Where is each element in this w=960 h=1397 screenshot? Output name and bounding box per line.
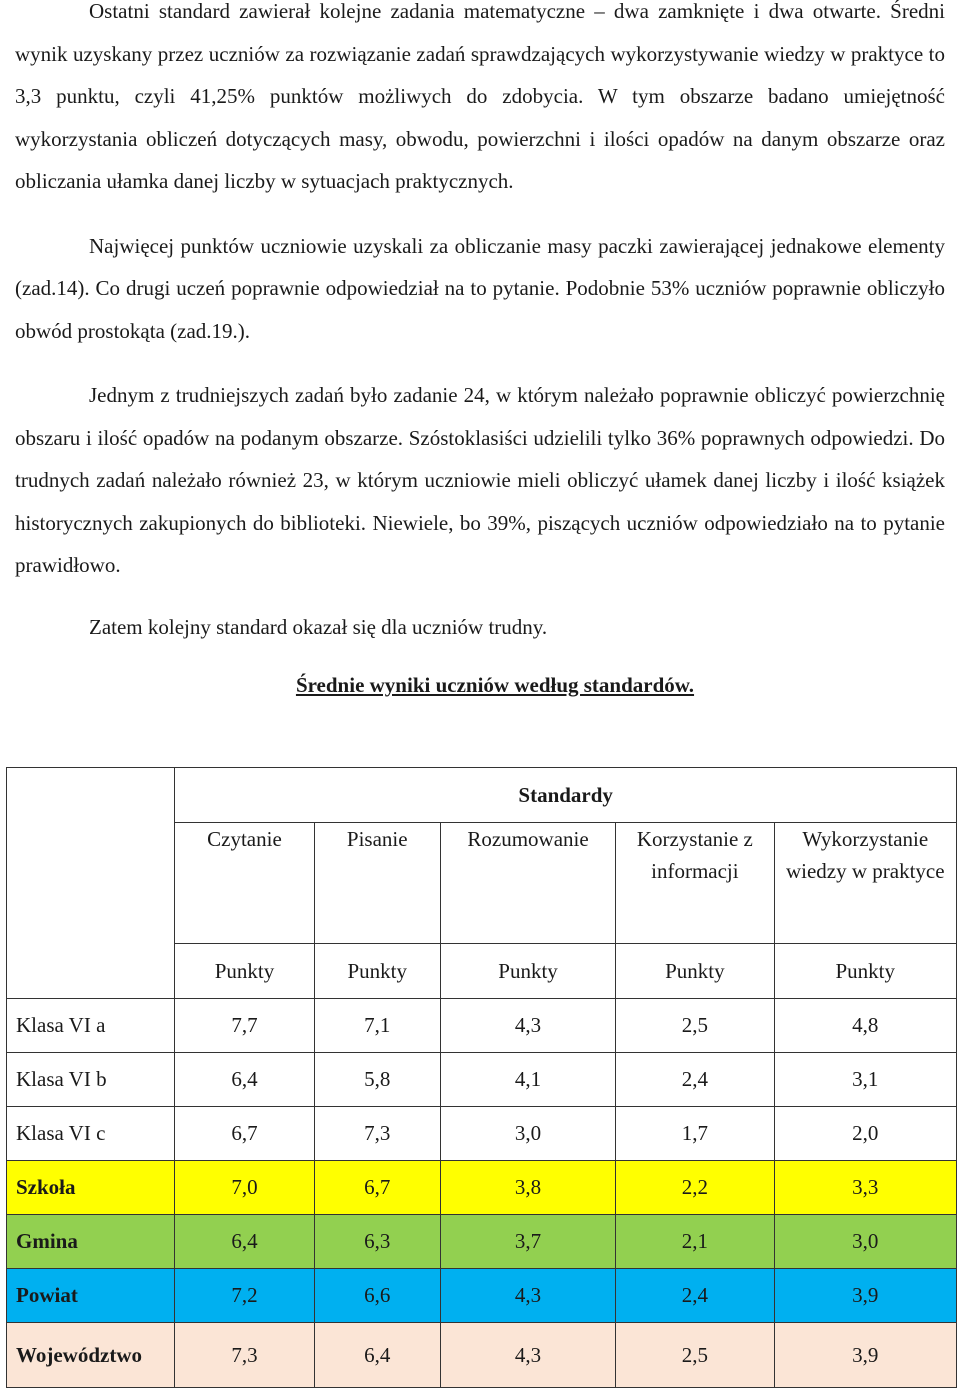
table-row <box>7 1107 957 1161</box>
value-cell: 4,3 <box>440 1269 615 1323</box>
table-row <box>7 1323 957 1388</box>
value-cell: 2,5 <box>616 1323 774 1388</box>
category-header-wykorzystanie: Wykorzystanie wiedzy w praktyce <box>774 823 956 944</box>
value-cell: 3,1 <box>774 1053 956 1107</box>
value-cell: 6,3 <box>314 1215 440 1269</box>
value-cell: 4,8 <box>774 999 956 1053</box>
unit-cell: Punkty <box>314 944 440 999</box>
value-cell: 4,3 <box>440 1323 615 1388</box>
paragraph-difficult-tasks: Jednym z trudniejszych zadań było zadanie 24, w którym należało poprawnie obliczyć powierzchnię obszaru i ilość opadów na podanym obszarze. Szóstoklasiści udzielili tylko 36% poprawnych odpowiedzi. Do trudnych zadań należało również 23, w którym uczniowie mieli obliczyć ułamek danej liczby i ilość książek historycznych zakupionych do biblioteki. Niewiele, bo 39%, piszących uczniów odpowiedziało na to pytanie prawidłowo. <box>15 383 945 577</box>
value-cell: 7,7 <box>175 999 314 1053</box>
row-label: Klasa VI b <box>7 1053 175 1107</box>
row-label: Powiat <box>7 1269 175 1323</box>
unit-cell: Punkty <box>175 944 314 999</box>
row-label: Klasa VI a <box>7 999 175 1053</box>
value-cell: 7,1 <box>314 999 440 1053</box>
unit-cell: Punkty <box>616 944 774 999</box>
row-label: Szkoła <box>7 1161 175 1215</box>
row-label: Gmina <box>7 1215 175 1269</box>
paragraph-most-points: Najwięcej punktów uczniowie uzyskali za obliczanie masy paczki zawierającej jednakowe elementy (zad.14). Co drugi uczeń poprawnie odpowiedział na to pytanie. Podobnie 53% uczniów poprawnie obliczyło obwód prostokąta (zad.19.). <box>15 233 945 343</box>
value-cell: 2,4 <box>616 1053 774 1107</box>
value-cell: 7,0 <box>175 1161 314 1215</box>
category-header-rozumowanie: Rozumowanie <box>440 823 615 944</box>
results-table <box>6 767 957 1388</box>
document-page <box>15 0 945 700</box>
category-header-pisanie: Pisanie <box>314 823 440 944</box>
value-cell: 2,5 <box>616 999 774 1053</box>
table-row <box>7 1053 957 1107</box>
unit-cell: Punkty <box>774 944 956 999</box>
value-cell: 2,2 <box>616 1161 774 1215</box>
value-cell: 4,1 <box>440 1053 615 1107</box>
value-cell: 2,1 <box>616 1215 774 1269</box>
unit-cell: Punkty <box>440 944 615 999</box>
table-group-header-row <box>7 768 957 823</box>
value-cell: 3,7 <box>440 1215 615 1269</box>
value-cell: 6,6 <box>314 1269 440 1323</box>
value-cell: 3,9 <box>774 1323 956 1388</box>
paragraph-standard-summary: Ostatni standard zawierał kolejne zadania matematyczne – dwa zamknięte i dwa otwarte. Średni wynik uzyskany przez uczniów za rozwiązanie zadań sprawdzających wykorzystywanie wiedzy w praktyce to 3,3 punktu, czyli 41,25% punktów możliwych do zdobycia. W tym obszarze badano umiejętność wykorzystania obliczeń dotyczących masy, obwodu, powierzchni i ilości opadów na danym obszarze oraz obliczania ułamka danej liczby w sytuacjach praktycznych. <box>15 0 945 193</box>
value-cell: 6,7 <box>175 1107 314 1161</box>
table-corner-cell <box>7 768 175 999</box>
value-cell: 4,3 <box>440 999 615 1053</box>
paragraph-conclusion: Zatem kolejny standard okazał się dla uczniów trudny. <box>89 614 548 639</box>
value-cell: 1,7 <box>616 1107 774 1161</box>
value-cell: 3,0 <box>440 1107 615 1161</box>
category-header-czytanie: Czytanie <box>175 823 314 944</box>
category-header-korzystanie: Korzystanie z informacji <box>616 823 774 944</box>
table-row <box>7 999 957 1053</box>
value-cell: 3,0 <box>774 1215 956 1269</box>
value-cell: 3,9 <box>774 1269 956 1323</box>
standards-header: Standardy <box>175 768 957 823</box>
table-title: Średnie wyniki uczniów według standardów. <box>295 673 695 697</box>
row-label: Województwo <box>7 1323 175 1388</box>
table-row <box>7 1161 957 1215</box>
table-row <box>7 1215 957 1269</box>
value-cell: 6,4 <box>314 1323 440 1388</box>
table-row <box>7 1269 957 1323</box>
value-cell: 3,8 <box>440 1161 615 1215</box>
value-cell: 7,3 <box>175 1323 314 1388</box>
value-cell: 5,8 <box>314 1053 440 1107</box>
value-cell: 6,4 <box>175 1053 314 1107</box>
row-label: Klasa VI c <box>7 1107 175 1161</box>
value-cell: 2,0 <box>774 1107 956 1161</box>
value-cell: 7,3 <box>314 1107 440 1161</box>
value-cell: 7,2 <box>175 1269 314 1323</box>
value-cell: 3,3 <box>774 1161 956 1215</box>
value-cell: 2,4 <box>616 1269 774 1323</box>
value-cell: 6,4 <box>175 1215 314 1269</box>
value-cell: 6,7 <box>314 1161 440 1215</box>
